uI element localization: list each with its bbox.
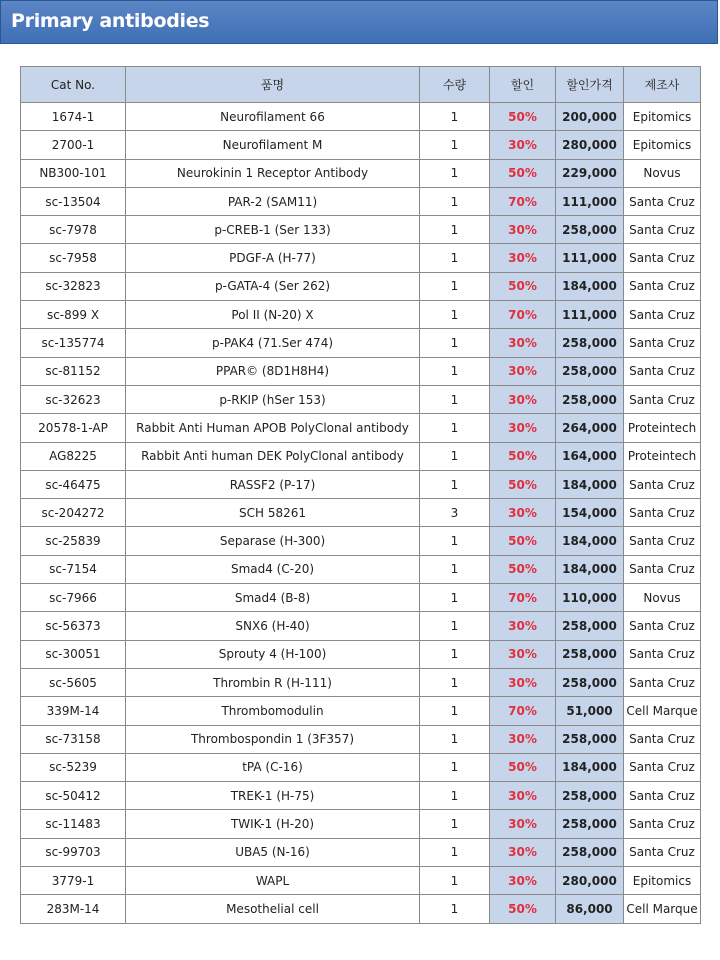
quantity-cell: 1 — [420, 838, 490, 866]
quantity-cell: 1 — [420, 584, 490, 612]
table-row — [21, 414, 701, 442]
product-name-cell: Neurofilament 66 — [126, 103, 420, 131]
quantity-cell: 1 — [420, 272, 490, 300]
discount-cell: 70% — [490, 584, 556, 612]
quantity-cell: 1 — [420, 244, 490, 272]
table-row — [21, 612, 701, 640]
discount-price-cell: 258,000 — [556, 838, 624, 866]
cat-no-cell: sc-7958 — [21, 244, 126, 272]
product-name-cell: SCH 58261 — [126, 499, 420, 527]
discount-cell: 30% — [490, 640, 556, 668]
quantity-cell: 1 — [420, 640, 490, 668]
manufacturer-cell: Santa Cruz — [624, 470, 701, 498]
cat-no-cell: sc-7966 — [21, 584, 126, 612]
table-row — [21, 272, 701, 300]
table-row — [21, 470, 701, 498]
discount-cell: 30% — [490, 385, 556, 413]
discount-cell: 50% — [490, 753, 556, 781]
product-name-cell: Rabbit Anti Human APOB PolyClonal antibody — [126, 414, 420, 442]
discount-price-cell: 258,000 — [556, 668, 624, 696]
manufacturer-cell: Epitomics — [624, 131, 701, 159]
discount-cell: 30% — [490, 782, 556, 810]
table-row — [21, 555, 701, 583]
manufacturer-cell: Proteintech — [624, 414, 701, 442]
quantity-cell: 1 — [420, 103, 490, 131]
cat-no-cell: sc-13504 — [21, 187, 126, 215]
discount-price-cell: 280,000 — [556, 867, 624, 895]
manufacturer-cell: Santa Cruz — [624, 385, 701, 413]
discount-price-cell: 184,000 — [556, 470, 624, 498]
quantity-cell: 1 — [420, 329, 490, 357]
quantity-cell: 1 — [420, 131, 490, 159]
table-row — [21, 725, 701, 753]
manufacturer-cell: Santa Cruz — [624, 499, 701, 527]
quantity-cell: 1 — [420, 867, 490, 895]
manufacturer-cell: Novus — [624, 584, 701, 612]
discount-price-cell: 264,000 — [556, 414, 624, 442]
table-row — [21, 301, 701, 329]
manufacturer-cell: Novus — [624, 159, 701, 187]
manufacturer-cell: Epitomics — [624, 867, 701, 895]
cat-no-cell: sc-25839 — [21, 527, 126, 555]
cat-no-cell: sc-81152 — [21, 357, 126, 385]
manufacturer-cell: Santa Cruz — [624, 640, 701, 668]
discount-cell: 30% — [490, 612, 556, 640]
manufacturer-cell: Santa Cruz — [624, 272, 701, 300]
discount-cell: 30% — [490, 499, 556, 527]
discount-cell: 30% — [490, 668, 556, 696]
discount-cell: 30% — [490, 131, 556, 159]
cat-no-cell: sc-204272 — [21, 499, 126, 527]
discount-cell: 30% — [490, 329, 556, 357]
product-name-cell: p-GATA-4 (Ser 262) — [126, 272, 420, 300]
table-row — [21, 187, 701, 215]
cat-no-cell: sc-99703 — [21, 838, 126, 866]
discount-cell: 50% — [490, 159, 556, 187]
cat-no-cell: 3779-1 — [21, 867, 126, 895]
discount-price-cell: 200,000 — [556, 103, 624, 131]
manufacturer-cell: Santa Cruz — [624, 244, 701, 272]
discount-price-cell: 258,000 — [556, 725, 624, 753]
discount-cell: 30% — [490, 867, 556, 895]
manufacturer-cell: Santa Cruz — [624, 668, 701, 696]
product-name-cell: Separase (H-300) — [126, 527, 420, 555]
discount-price-cell: 184,000 — [556, 555, 624, 583]
table-row — [21, 640, 701, 668]
manufacturer-cell: Santa Cruz — [624, 725, 701, 753]
cat-no-cell: NB300-101 — [21, 159, 126, 187]
discount-price-cell: 280,000 — [556, 131, 624, 159]
table-row — [21, 810, 701, 838]
quantity-cell: 1 — [420, 895, 490, 923]
discount-price-cell: 258,000 — [556, 216, 624, 244]
manufacturer-cell: Santa Cruz — [624, 329, 701, 357]
discount-price-cell: 258,000 — [556, 385, 624, 413]
discount-price-cell: 258,000 — [556, 357, 624, 385]
header-discount: 할인 — [490, 67, 556, 103]
quantity-cell: 1 — [420, 385, 490, 413]
cat-no-cell: sc-32823 — [21, 272, 126, 300]
product-name-cell: Sprouty 4 (H-100) — [126, 640, 420, 668]
discount-price-cell: 164,000 — [556, 442, 624, 470]
table-row — [21, 584, 701, 612]
discount-cell: 50% — [490, 442, 556, 470]
discount-cell: 70% — [490, 187, 556, 215]
discount-price-cell: 111,000 — [556, 301, 624, 329]
manufacturer-cell: Santa Cruz — [624, 187, 701, 215]
manufacturer-cell: Santa Cruz — [624, 216, 701, 244]
manufacturer-cell: Cell Marque — [624, 895, 701, 923]
product-name-cell: SNX6 (H-40) — [126, 612, 420, 640]
table-row — [21, 697, 701, 725]
quantity-cell: 3 — [420, 499, 490, 527]
discount-price-cell: 184,000 — [556, 272, 624, 300]
product-name-cell: UBA5 (N-16) — [126, 838, 420, 866]
cat-no-cell: 339M-14 — [21, 697, 126, 725]
quantity-cell: 1 — [420, 612, 490, 640]
discount-price-cell: 184,000 — [556, 527, 624, 555]
product-name-cell: Thrombin R (H-111) — [126, 668, 420, 696]
header-discount-price: 할인가격 — [556, 67, 624, 103]
product-name-cell: TWIK-1 (H-20) — [126, 810, 420, 838]
manufacturer-cell: Santa Cruz — [624, 527, 701, 555]
product-name-cell: Thrombomodulin — [126, 697, 420, 725]
discount-cell: 30% — [490, 725, 556, 753]
manufacturer-cell: Santa Cruz — [624, 782, 701, 810]
quantity-cell: 1 — [420, 668, 490, 696]
product-name-cell: Neurokinin 1 Receptor Antibody — [126, 159, 420, 187]
table-row — [21, 668, 701, 696]
table-row — [21, 499, 701, 527]
cat-no-cell: sc-50412 — [21, 782, 126, 810]
product-name-cell: Mesothelial cell — [126, 895, 420, 923]
manufacturer-cell: Santa Cruz — [624, 810, 701, 838]
discount-price-cell: 86,000 — [556, 895, 624, 923]
cat-no-cell: sc-73158 — [21, 725, 126, 753]
quantity-cell: 1 — [420, 725, 490, 753]
cat-no-cell: sc-7154 — [21, 555, 126, 583]
discount-cell: 70% — [490, 301, 556, 329]
header-cat-no: Cat No. — [21, 67, 126, 103]
header-manufacturer: 제조사 — [624, 67, 701, 103]
discount-price-cell: 258,000 — [556, 329, 624, 357]
discount-cell: 30% — [490, 414, 556, 442]
discount-cell: 70% — [490, 697, 556, 725]
table-header-row — [21, 67, 701, 103]
product-name-cell: Thrombospondin 1 (3F357) — [126, 725, 420, 753]
product-name-cell: PDGF-A (H-77) — [126, 244, 420, 272]
quantity-cell: 1 — [420, 470, 490, 498]
product-name-cell: PPAR© (8D1H8H4) — [126, 357, 420, 385]
table-row — [21, 442, 701, 470]
discount-price-cell: 258,000 — [556, 782, 624, 810]
cat-no-cell: sc-32623 — [21, 385, 126, 413]
discount-price-cell: 258,000 — [556, 612, 624, 640]
table-row — [21, 216, 701, 244]
discount-cell: 50% — [490, 272, 556, 300]
manufacturer-cell: Santa Cruz — [624, 753, 701, 781]
table-body — [21, 103, 701, 924]
product-name-cell: WAPL — [126, 867, 420, 895]
manufacturer-cell: Santa Cruz — [624, 301, 701, 329]
quantity-cell: 1 — [420, 810, 490, 838]
quantity-cell: 1 — [420, 187, 490, 215]
cat-no-cell: sc-7978 — [21, 216, 126, 244]
discount-price-cell: 184,000 — [556, 753, 624, 781]
cat-no-cell: AG8225 — [21, 442, 126, 470]
cat-no-cell: sc-899 X — [21, 301, 126, 329]
product-name-cell: RASSF2 (P-17) — [126, 470, 420, 498]
cat-no-cell: sc-135774 — [21, 329, 126, 357]
discount-price-cell: 154,000 — [556, 499, 624, 527]
discount-price-cell: 258,000 — [556, 810, 624, 838]
cat-no-cell: sc-5239 — [21, 753, 126, 781]
discount-cell: 50% — [490, 103, 556, 131]
table-row — [21, 159, 701, 187]
discount-cell: 30% — [490, 357, 556, 385]
header-quantity: 수량 — [420, 67, 490, 103]
table-row — [21, 103, 701, 131]
table-row — [21, 527, 701, 555]
product-name-cell: p-CREB-1 (Ser 133) — [126, 216, 420, 244]
discount-cell: 30% — [490, 216, 556, 244]
product-name-cell: p-RKIP (hSer 153) — [126, 385, 420, 413]
product-name-cell: Neurofilament M — [126, 131, 420, 159]
quantity-cell: 1 — [420, 442, 490, 470]
cat-no-cell: sc-46475 — [21, 470, 126, 498]
title-banner — [0, 0, 718, 44]
product-name-cell: Smad4 (C-20) — [126, 555, 420, 583]
discount-price-cell: 229,000 — [556, 159, 624, 187]
discount-price-cell: 111,000 — [556, 187, 624, 215]
cat-no-cell: 283M-14 — [21, 895, 126, 923]
discount-cell: 30% — [490, 810, 556, 838]
quantity-cell: 1 — [420, 216, 490, 244]
table-row — [21, 357, 701, 385]
page-title: Primary antibodies — [11, 10, 210, 32]
cat-no-cell: sc-30051 — [21, 640, 126, 668]
table-row — [21, 329, 701, 357]
cat-no-cell: 2700-1 — [21, 131, 126, 159]
quantity-cell: 1 — [420, 357, 490, 385]
cat-no-cell: 1674-1 — [21, 103, 126, 131]
quantity-cell: 1 — [420, 753, 490, 781]
manufacturer-cell: Proteintech — [624, 442, 701, 470]
discount-cell: 50% — [490, 555, 556, 583]
cat-no-cell: 20578-1-AP — [21, 414, 126, 442]
discount-cell: 50% — [490, 895, 556, 923]
quantity-cell: 1 — [420, 301, 490, 329]
product-name-cell: Smad4 (B-8) — [126, 584, 420, 612]
quantity-cell: 1 — [420, 782, 490, 810]
quantity-cell: 1 — [420, 159, 490, 187]
product-name-cell: PAR-2 (SAM11) — [126, 187, 420, 215]
table-row — [21, 385, 701, 413]
table-row — [21, 895, 701, 923]
table-row — [21, 244, 701, 272]
quantity-cell: 1 — [420, 414, 490, 442]
product-name-cell: Rabbit Anti human DEK PolyClonal antibody — [126, 442, 420, 470]
quantity-cell: 1 — [420, 697, 490, 725]
discount-cell: 30% — [490, 838, 556, 866]
quantity-cell: 1 — [420, 555, 490, 583]
cat-no-cell: sc-11483 — [21, 810, 126, 838]
header-product-name: 품명 — [126, 67, 420, 103]
cat-no-cell: sc-56373 — [21, 612, 126, 640]
table-row — [21, 867, 701, 895]
discount-cell: 50% — [490, 527, 556, 555]
discount-cell: 30% — [490, 244, 556, 272]
table-row — [21, 782, 701, 810]
cat-no-cell: sc-5605 — [21, 668, 126, 696]
manufacturer-cell: Santa Cruz — [624, 357, 701, 385]
manufacturer-cell: Santa Cruz — [624, 555, 701, 583]
quantity-cell: 1 — [420, 527, 490, 555]
table-row — [21, 753, 701, 781]
manufacturer-cell: Epitomics — [624, 103, 701, 131]
product-name-cell: tPA (C-16) — [126, 753, 420, 781]
product-name-cell: TREK-1 (H-75) — [126, 782, 420, 810]
table-row — [21, 131, 701, 159]
table-row — [21, 838, 701, 866]
discount-price-cell: 111,000 — [556, 244, 624, 272]
discount-price-cell: 258,000 — [556, 640, 624, 668]
manufacturer-cell: Santa Cruz — [624, 612, 701, 640]
product-name-cell: Pol II (N-20) X — [126, 301, 420, 329]
antibody-price-table — [20, 66, 701, 924]
manufacturer-cell: Santa Cruz — [624, 838, 701, 866]
discount-cell: 50% — [490, 470, 556, 498]
discount-price-cell: 51,000 — [556, 697, 624, 725]
manufacturer-cell: Cell Marque — [624, 697, 701, 725]
discount-price-cell: 110,000 — [556, 584, 624, 612]
product-name-cell: p-PAK4 (71.Ser 474) — [126, 329, 420, 357]
